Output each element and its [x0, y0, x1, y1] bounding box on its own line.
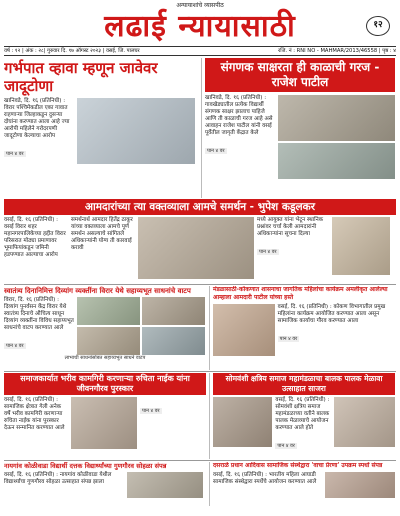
- continued-label: पान ४ वर: [277, 443, 295, 449]
- story-headline: नायगांव कोळीवाडा विद्यार्थी दत्तक विद्यार्थ्यांच्या गुणगौरव सोहळा संपन्न: [4, 462, 167, 470]
- newspaper-title: [4, 10, 396, 44]
- story-headline: सोमवंशी क्षत्रिय समाज महामंडळाचा बालक पालक मेळावा उत्साहात साजरा: [213, 373, 395, 395]
- felicitation-photo: [127, 472, 203, 498]
- event-photo-top: [278, 95, 395, 141]
- story-headline: स्वातंत्र्य दिनानिमित्त दिव्यांग व्यक्तींना विरार येथे सहाय्यभूत साधनांचे वाटप: [4, 286, 191, 295]
- aid-photo-1: [77, 297, 140, 325]
- photo-caption: लाभार्थी साधनांसोबत सहाय्यभूत साधने वाटप: [64, 355, 146, 361]
- story-body: वसई, दि. १६ (प्रतिनिधी) : भारतीय महिला आघाडी सामाजिक संस्थेद्वारा स्पर्धेचे आयोजन करण्यात आले: [213, 472, 317, 485]
- continued-label: पान ४ वर: [6, 151, 24, 157]
- story-body-left: वसई, दि. १६ (प्रतिनिधी) : वसई विरार शहर महानगरपालिकेच्या हद्दीत विरार परिसरात मोठ्या प्रमाणावर भूमाफियांकडून जमिनी हडपण्यात आल्याचा आरोप: [4, 217, 66, 258]
- title-text: लढाई न्यायासाठी: [104, 9, 296, 44]
- story-body: वसई, दि. १६ (प्रतिनिधी) : सोमवंशी क्षत्रिय समाज महामंडळाच्या वतीने बालक पालक मेळाव्याचे आयोजन करण्यात आले होते: [275, 397, 330, 431]
- story-body: विरार, दि. १६ (प्रतिनिधी) : दिव्यांग पुनर्वसन केंद्र विरार येथे स्वातंत्र्य दिनाचे औचित्य साधून दिव्यांग व्यक्तींना विविध सहाय्यभूत साधनांचे वाटप करण्यात आले: [4, 297, 74, 331]
- story-body-right: मध्ये आयुक्त यांना भेटून स्थानिक प्रश्नांवर चर्चा केली आमदारांनी अधिकाऱ्यांना सूचना दिल्या: [257, 217, 323, 237]
- banner-headline: आमदारांच्या त्या वक्तव्याला आमचे समर्थन - भुपेश कडूलकर: [4, 199, 396, 215]
- aid-photo-2: [142, 297, 205, 325]
- meet-photo: [213, 397, 272, 447]
- continued-label: पान ४ वर: [279, 336, 298, 342]
- story-parent-meet: [209, 373, 395, 459]
- aid-photo-4: [142, 327, 205, 355]
- aid-photo-3: [77, 327, 140, 355]
- story-body: खानिवडे, दि. १६ (प्रतिनिधी) : विरार पश्चिमेकडील एका गावात राहणाऱ्या जिल्हाकडून दुसऱ्या दोघांना करण्यात आला आहे ज्या आरोपी महिलेने गरोदरपणी जादूटोणा केल्याचा आरोप: [4, 98, 70, 139]
- continued-label: पान ४ वर: [142, 408, 160, 414]
- story-headline: संगणक साक्षरता ही काळाची गरज - राजेश पाटील: [205, 58, 395, 92]
- divider: [4, 371, 396, 372]
- story-disability-aid: [4, 286, 206, 370]
- story-black-magic: [4, 58, 198, 198]
- story-body: वसई, दि. १६ (प्रतिनिधी) : कोकण विभागातील प्रमुख महिलांना कार्यक्रम आयोजित करण्यात आला असून सामाजिक कार्याचा गौरव करण्यात आला: [277, 304, 386, 324]
- continued-label: पान ४ वर: [6, 343, 24, 349]
- continued-label: पान ४ वर: [259, 249, 277, 255]
- issue-info-left: वर्ष : १२ | अंक : २८| गुरुवार दि. १७ ऑगस्ट २०२३ | वसई, जि. पालघर: [4, 48, 140, 54]
- issue-info-bar: [4, 46, 396, 56]
- meet-photo-2: [334, 397, 395, 447]
- story-award: [4, 373, 206, 459]
- continued-label: पान ४ वर: [207, 148, 225, 154]
- building-photo: [77, 98, 195, 164]
- tagline: अन्यायाशांचे व्यासपीठ: [176, 2, 224, 9]
- story-felicitation: [4, 462, 206, 506]
- meeting-photo: [138, 217, 254, 279]
- story-headline: मंडळासाठी-कोकणात शासनाचा जागतिक महिलांचा कार्यक्रम अमलीकृत आलेल्या आम्हाला आमदारी पाटील यांच्या हस्ते: [213, 286, 388, 301]
- page-number-seal: १२: [366, 16, 390, 36]
- story-body-mid: समर्थनार्थ आमदार हितेंद्र ठाकूर यांच्या वक्तव्याला आमचे पूर्ण समर्थन असल्याचे सांगितले अधिकाऱ्यांनी योग्य ती कारवाई करावी: [71, 217, 133, 251]
- story-headline: समाजकार्यात भरीव कामगिरी करणाऱ्या रुचिता नाईक यांना जीवनगौरव पुरस्कार: [4, 373, 206, 395]
- award-photo: [71, 397, 137, 449]
- divider: [4, 284, 396, 285]
- program-photo: [213, 304, 275, 356]
- story-body: वसई, दि. १६ (प्रतिनिधी) : सामाजिक क्षेत्रात गेली अनेक वर्षे भरीव कामगिरी करणाऱ्या रुचिता नाईक यांना पुरस्कार देऊन सन्मानित करण्यात आले: [4, 397, 65, 431]
- masthead: [4, 2, 396, 46]
- competition-photo: [325, 472, 395, 498]
- story-body: खानिवडे, दि. १६ (प्रतिनिधी) : गावखेड्यातील प्रत्येक विद्यार्थी संगणक साक्षर झालाच पाहिजे आणि ती काळाची गरज आहे असे आवाहन राजेश पाटील यांनी वसई पूर्वेतील जागृती केंद्रात केले: [205, 95, 273, 136]
- portrait-photo: [332, 217, 390, 275]
- divider: [4, 460, 396, 461]
- story-women-program: [209, 286, 395, 370]
- story-computer-literacy: [201, 58, 395, 198]
- event-photo-bottom: [278, 143, 395, 179]
- story-headline: दसराळे प्रधान आदिवास सामाजिक संस्थेद्वारा 'वाचा प्रेरणा' उपक्रम स्पर्धा संपन्न: [213, 462, 383, 469]
- story-reading-competition: [209, 462, 395, 506]
- story-body: वसई, दि. १६ (प्रतिनिधी) : नायगांव कोळीवाडा येथील विद्यार्थ्यांचा गुणगौरव सोहळा उत्साहात संपन्न झाला: [4, 472, 112, 485]
- story-headline: गर्भपात व्हावा म्हणून जावेवर जादूटोणा: [4, 59, 158, 95]
- story-support-statement: [4, 217, 396, 283]
- issue-info-right: रजि. नं : RNI NO - MAHMAR/2013/46558 | पृष्ठ : ४: [278, 48, 396, 54]
